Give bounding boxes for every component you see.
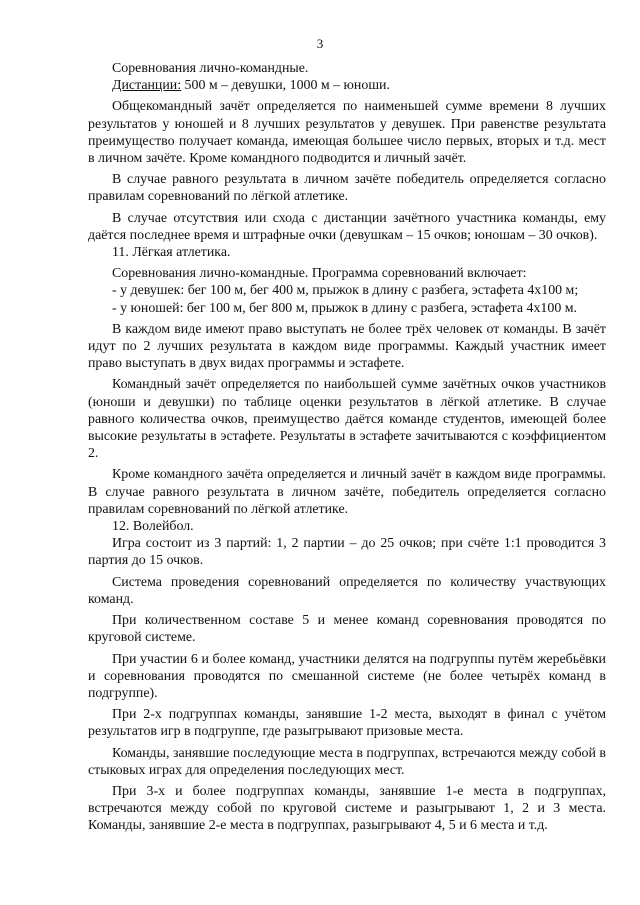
document-body [0, 60, 640, 835]
volleyball-paragraph-round-robin: При количественном составе 5 и менее команд соревнования проводятся по круговой системе. [88, 613, 606, 646]
paragraph-equal-result: В случае равного результата в личном зачёте победитель определяется согласно правилам соревнований по лёгкой атлетике. [88, 172, 606, 205]
section-title-volleyball: 12. Волейбол. [112, 519, 194, 535]
distances-text: 500 м – девушки, 1000 м – юноши. [181, 78, 390, 94]
volleyball-paragraph-game: Игра состоит из 3 партий: 1, 2 партии – до 25 очков; при счёте 1:1 проводится 3 партия до 15 очков. [88, 536, 606, 569]
athletics-paragraph-team-scoring: Командный зачёт определяется по наибольшей сумме зачётных очков участников (юноши и девушки) по таблице оценки результатов в лёгкой атлетике. В случае равного количества очков, преимущество даётся команде студентов, имеющей более высокие результаты в эстафете. Результаты в эстафете зачитываются с коэффициентом 2. [88, 377, 606, 462]
volleyball-paragraph-three-subgroups: При 3-х и более подгруппах команды, занявшие 1-е места в подгруппах, встречаются между собой по круговой системе и разыгрывают 1, 2 и 3 места. Команды, занявшие 2-е места в подгруппах, разыгрывают 4, 5 и 6 места и т.д. [88, 783, 606, 834]
distances-line [0, 77, 640, 94]
volleyball-paragraph-two-subgroups: При 2-х подгруппах команды, занявшие 1-2 места, выходят в финал с учётом результатов игр в подгруппе, где разыгрывают призовые места. [88, 707, 606, 740]
paragraph-team-scoring: Общекомандный зачёт определяется по наименьшей сумме времени 8 лучших результатов у юношей и 8 лучших результатов у девушек. При равенстве результата преимущество получает команда, имеющая большее число первых, вторых и т.д. мест в личном зачёте. Кроме командного подводится и личный зачёт. [88, 99, 606, 167]
competition-format-line: Соревнования лично-командные. [112, 61, 309, 76]
page-number: 3 [316, 36, 324, 51]
volleyball-paragraph-system: Система проведения соревнований определяется по количеству участвующих команд. [88, 574, 606, 607]
distances-label: Дистанции: [112, 78, 182, 94]
section-title-athletics: 11. Лёгкая атлетика. [112, 245, 231, 261]
athletics-paragraph-participants: В каждом виде имеют право выступать не более трёх человек от команды. В зачёт идут по 2 лучших результата в каждом виде программы. Каждый участник имеет право выступать в двух видах программы и эстафете. [88, 321, 606, 372]
athletics-program-girls: - у девушек: бег 100 м, бег 400 м, прыжок в длину с разбега, эстафета 4х100 м; [112, 283, 579, 299]
paragraph-absence-penalty: В случае отсутствия или схода с дистанции зачётного участника команды, ему даётся последнее время и штрафные очки (девушкам – 15 очков; юношам – 30 очков). [88, 210, 606, 243]
volleyball-paragraph-placement: Команды, занявшие последующие места в подгруппах, встречаются между собой в стыковых играх для определения последующих мест. [88, 745, 606, 778]
athletics-intro: Соревнования лично-командные. Программа соревнований включает: [112, 266, 527, 282]
athletics-paragraph-individual: Кроме командного зачёта определяется и личный зачёт в каждом виде программы. В случае равного результата в личном зачёте, победитель определяется согласно правилам соревнований по лёгкой атлетике. [88, 467, 606, 517]
athletics-program-boys: - у юношей: бег 100 м, бег 800 м, прыжок в длину с разбега, эстафета 4х100 м. [112, 300, 578, 316]
volleyball-paragraph-subgroups: При участии 6 и более команд, участники делятся на подгруппы путём жеребьёвки и соревнования проводятся по смешанной системе (не более четырёх команд в подгруппе). [88, 651, 606, 701]
